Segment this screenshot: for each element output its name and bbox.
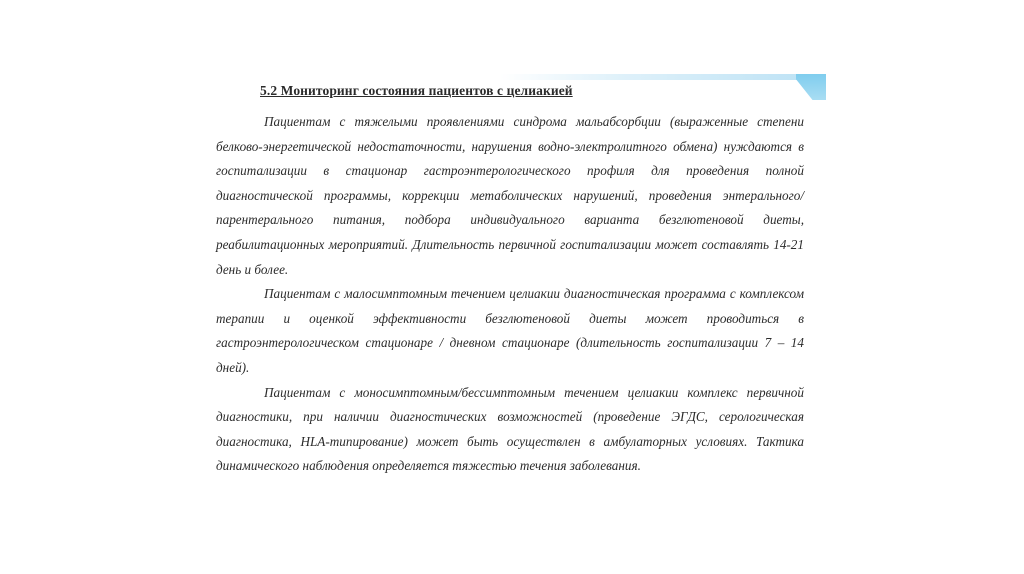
paragraph-asymptomatic: Пациентам с моносимптомным/бессимптомным течением целиакии комплекс первичной диагностики, при наличии диагностических возможностей (проведение ЭГДС, серологическая диагностика, HLA-типирование) может быть осуществлен в амбулаторных условиях. Тактика динамического наблюдения определяется тяжестью течения заболевания. bbox=[216, 384, 804, 474]
paragraph-mild: Пациентам с малосимптомным течением целиакии диагностическая программа с комплексом терапии и оценкой эффективности безглютеновой диеты может проводиться в гастроэнтерологическом стационаре / дневном стационаре (длительность госпитализации 7 – 14 дней). bbox=[216, 286, 804, 375]
document-scan bbox=[216, 80, 804, 479]
paragraph-severe: Пациентам с тяжелыми проявлениями синдрома мальабсорбции (выраженные степени белково-энергетической недостаточности, нарушения водно-электролитного обмена) нуждаются в госпитализации в стационар гастроэнтерологического профиля для проведения полной диагностической программы, коррекции метаболических нарушений, проведения энтерального/парентерального питания, подбора индивидуального варианта безглютеновой диеты, реабилитационных мероприятий. Длительность первичной госпитализации может составлять 14-21 день и более. bbox=[216, 114, 804, 277]
section-heading: 5.2 Мониторинг состояния пациентов с целиакией bbox=[260, 83, 573, 98]
